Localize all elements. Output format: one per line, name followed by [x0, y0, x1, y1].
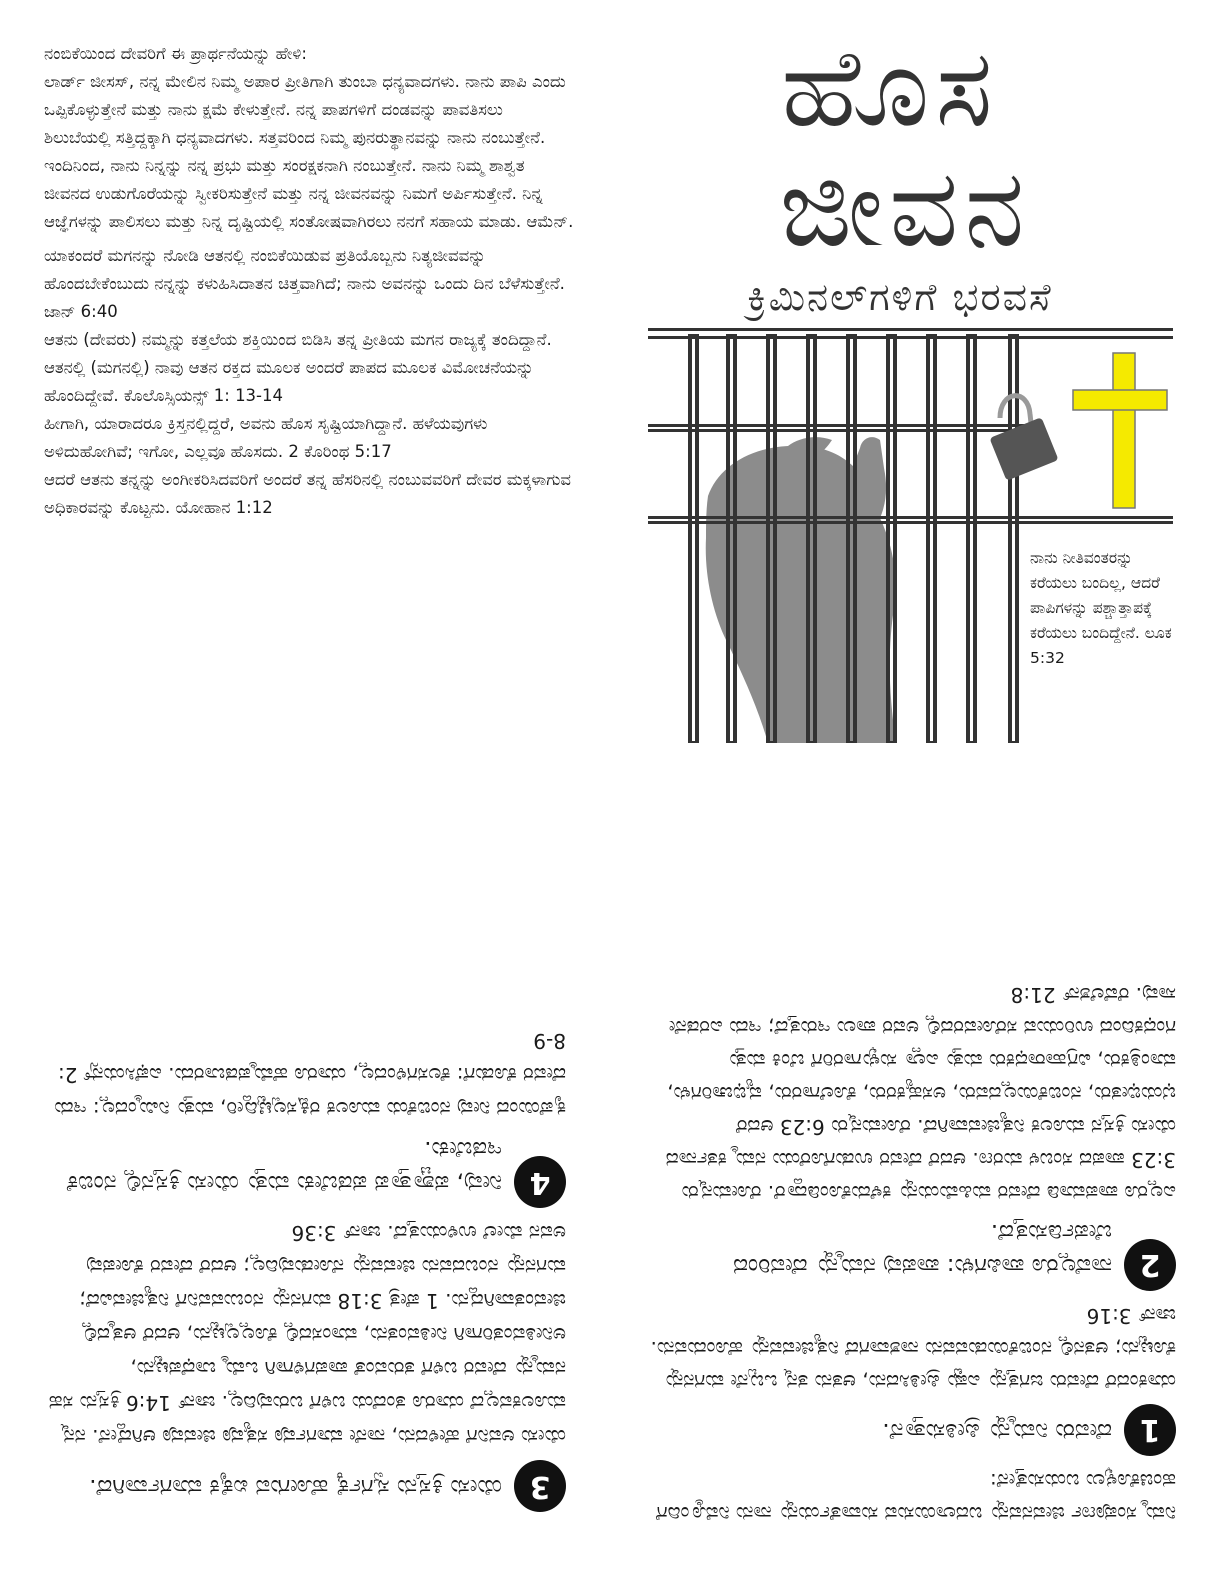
section-2 [646, 1215, 1176, 1291]
section-1 [646, 1404, 1176, 1456]
cover-title-line2: ಜೀವನ [779, 146, 1031, 271]
verse-john-1-12: ಆದರೆ ಆತನು ತನ್ನನ್ನು ಅಂಗೀಕರಿಸಿದವರಿಗೆ ಅಂದರೆ ತನ್ನ ಹೆಸರಿನಲ್ಲಿ ನಂಬುವವರಿಗೆ ದೇವರ ಮಕ್ಕಳಾಗುವ ಅಧಿಕಾರವನ್ನು ಕೊಟ್ಟನು. ಯೋಹಾನ 1:12 [44, 470, 572, 517]
section-4-heading: ನೀವು, ಪಶ್ಚಾತ್ತಾಪ ಪಡಬೇಕು ಮತ್ತು ಯೇಸು ಕ್ರಿಸ್ತನಲ್ಲಿ ನಂಬಿಕೆ ಇಡಬೇಕು. [66, 1136, 502, 1196]
prayer-text [44, 40, 574, 236]
cover-panel [640, 26, 1180, 750]
section-2-heading: ನಾವೆಲ್ಲರೂ ಪಾಪಿಗಳು: ಪಾಪವು ನಮ್ಮನ್ನು ದೇವರಿಂದ ಬೇರ್ಪಡಿಸುತ್ತದೆ. [733, 1219, 1112, 1279]
cross-icon [1073, 353, 1167, 508]
verse-john-6-40: ಯಾಕಂದರೆ ಮಗನನ್ನು ನೋಡಿ ಆತನಲ್ಲಿ ನಂಬಿಕೆಯಿಡುವ ಪ್ರತಿಯೊಬ್ಬನು ನಿತ್ಯಜೀವವನ್ನು ಹೊಂದಬೇಕೆಂಬುದು ನನ್ನನ್ನು ಕಳುಹಿಸಿದಾತನ ಚಿತ್ತವಾಗಿದೆ; ನಾನು ಅವನನ್ನು ಒಂದು ದಿನ ಬೆಳೆಸುತ್ತೇನೆ. ಜಾನ್ 6:40 [44, 246, 565, 321]
prayer-body: ಲಾರ್ಡ್ ಜೀಸಸ್, ನನ್ನ ಮೇಲಿನ ನಿಮ್ಮ ಅಪಾರ ಪ್ರೀತಿಗಾಗಿ ತುಂಬಾ ಧನ್ಯವಾದಗಳು. ನಾನು ಪಾಪಿ ಎಂದು ಒಪ್ಪಿಕೊಳ್ಳುತ್ತೇನೆ ಮತ್ತು ನಾನು ಕ್ಷಮೆ ಕೇಳುತ್ತೇನೆ. ನನ್ನ ಪಾಪಗಳಿಗೆ ದಂಡವನ್ನು ಪಾವತಿಸಲು ಶಿಲುಬೆಯಲ್ಲಿ ಸತ್ತಿದ್ದಕ್ಕಾಗಿ ಧನ್ಯವಾದಗಳು. ಸತ್ತವರಿಂದ ನಿಮ್ಮ ಪುನರುತ್ಥಾನವನ್ನು ನಾನು ನಂಬುತ್ತೇನೆ. ಇಂದಿನಿಂದ, ನಾನು ನಿನ್ನನ್ನು ನನ್ನ ಪ್ರಭು ಮತ್ತು ಸಂರಕ್ಷಕನಾಗಿ ನಂಬುತ್ತೇನೆ. ನಾನು ನಿಮ್ಮ ಶಾಶ್ವತ ಜೀವನದ ಉಡುಗೊರೆಯನ್ನು ಸ್ವೀಕರಿಸುತ್ತೇನೆ ಮತ್ತು ನನ್ನ ಜೀವನವನ್ನು ನಿಮಗೆ ಅರ್ಪಿಸುತ್ತೇನೆ. ನಿನ್ನ ಆಜ್ಞೆಗಳನ್ನು ಪಾಲಿಸಲು ಮತ್ತು ನಿನ್ನ ದೃಷ್ಟಿಯಲ್ಲಿ ಸಂತೋಷವಾಗಿರಲು ನನಗೆ ಸಹಾಯ ಮಾಡು. ಆಮೆನ್. [44, 72, 574, 231]
section-1-heading: ದೇವರು ನಿಮ್ಮನ್ನು ಪ್ರೀತಿಸುತ್ತಾನೆ. [882, 1418, 1112, 1444]
section-1-body: ಯಾಕಂದರೆ ದೇವರು ಜಗತ್ತನ್ನು ಎಷ್ಟು ಪ್ರೀತಿಸಿದನು, ಆತನು ತನ್ನ ಒಬ್ಬನೇ ಮಗನನ್ನು ಕೊಟ್ಟನು; ಆತನಲ್ಲಿ ನಂಬಿಕೆಯಿಡುವವನು ನಾಶವಾಗದೆ ನಿತ್ಯಜೀವವನ್ನು ಹೊಂದುವನು. ಜಾನ್ 3:16 [650, 1304, 1176, 1394]
inner-left-page [46, 830, 566, 1520]
cover-quote-luke-5-32: ನಾನು ನೀತಿವಂತರನ್ನು ಕರೆಯಲು ಬಂದಿಲ್ಲ, ಆದರೆ ಪಾಪಿಗಳನ್ನು ಪಶ್ಚಾತ್ತಾಪಕ್ಕೆ ಕರೆಯಲು ಬಂದಿದ್ದೇನೆ. ಲೂಕ 5:32 [1030, 546, 1180, 671]
jail-bar-6 [888, 336, 895, 743]
verse-2-corinthians-5-17: ಹೀಗಾಗಿ, ಯಾರಾದರೂ ಕ್ರಿಸ್ತನಲ್ಲಿದ್ದರೆ, ಅವನು ಹೊಸ ಸೃಷ್ಟಿಯಾಗಿದ್ದಾನೆ. ಹಳೆಯವುಗಳು ಅಳಿದುಹೋಗಿವೆ; ಇಗೋ, ಎಲ್ಲವೂ ಹೊಸದು. 2 ಕೊರಿಂಥ 5:17 [44, 414, 488, 461]
section-3-heading: ಯೇಸು ಕ್ರಿಸ್ತನು ಸ್ವರ್ಗಕ್ಕೆ ಹೋಗುವ ಏಕೈಕ ಮಾರ್ಗವಾಗಿದೆ. [89, 1474, 502, 1500]
jail-bar-7 [928, 336, 935, 743]
prayer-intro: ನಂಬಿಕೆಯಿಂದ ದೇವರಿಗೆ ಈ ಪ್ರಾರ್ಥನೆಯನ್ನು ಹೇಳಿ: [44, 44, 307, 63]
padlock-icon [989, 396, 1058, 481]
prayer-panel [44, 40, 574, 522]
section-4-number: 4 [514, 1156, 566, 1208]
intro-text: ನಿಮ್ಮ ಸಂಪೂರ್ಣ ಜೀವನವನ್ನು ಬದಲಾಯಿಸುವ ಸುವಾರ್ತೆಯನ್ನು ನಾನು ನಿಮ್ಮೊಂದಿಗೆ ಹಂಚಿಕೊಳ್ಳಲು ಬಯಸುತ್ತೇನೆ: [655, 1469, 1176, 1526]
jail-illustration [648, 328, 1173, 743]
section-4 [46, 1132, 566, 1208]
inner-right-page [646, 810, 1176, 1530]
section-3-number: 3 [514, 1460, 566, 1512]
jail-bar-8 [968, 336, 975, 743]
section-2-body: ಎಲ್ಲರೂ ಪಾಪಮಾಡಿ ದೇವರ ಮಹಿಮೆಯನ್ನು ಕಳೆದುಕೊಂಡಿದ್ದಾರೆ. ರೋಮನ್ನರು 3:23 ಪಾಪದ ಸಂಬಳ ಮರಣ. ಆದರೆ ದೇವರ ಉಡುಗೊರೆಯು ನಮ್ಮ ಕರ್ತನಾದ ಯೇಸು ಕ್ರಿಸ್ತನ ಮೂಲಕ ನಿತ್ಯಜೀವವಾಗಿದೆ. ರೋಮನ್ನರು 6:23 ಆದರೆ ಭಯಭೀತರು, ನಂಬಿಕೆಯಿಲ್ಲದವರು, ಅಸಹ್ಯಕರರು, ಕೊಲೆಗಾರರು, ವ್ಯಭಿಚಾರಿಗಳು, ಮಾಂತ್ರಿಕರು, ವಿಗ್ರಹಾರಾಧಕರು ಮತ್ತು ಎಲ್ಲಾ ಸುಳ್ಳುಗಾರರಿಗೆ ಬೆಂಕಿ ಮತ್ತು ಗಂಧಕದಿಂದ ಉರಿಯುವ ಸರೋವರದಲ್ಲಿ ಅವರ ಪಾಲು ಇರುತ್ತದೆ; ಇದು ಎರಡನೇ ಸಾವು. ರೆವೆಲೆಶನ್ 21:8 [665, 983, 1176, 1205]
jail-bar-1 [690, 336, 697, 743]
section-2-number: 2 [1124, 1239, 1176, 1291]
cover-title-line1: ಹೊಸ [781, 26, 999, 151]
section-4-body: ಕೃಪೆಯಿಂದ ನೀವು ನಂಬಿಕೆಯ ಮೂಲಕ ರಕ್ಷಿಸಲ್ಪಟ್ಟಿದ್ದೀರಿ, ಮತ್ತು ನಿಮ್ಮಿಂದಲ್ಲ: ಇದು ದೇವರ ಕೊಡುಗೆ: ಕೆಲಸಗಳಿಂದಲ್ಲ, ಯಾರೂ ಹೆಮ್ಮೆಪಡಬಾರದು. ಎಫೆಸಿಯನ್ಸ್ 2: 8-9 [54, 1029, 566, 1121]
cover-subtitle: ಕ್ರಿಮಿನಲ್‌ಗಳಿಗೆ ಭರವಸೆ [747, 275, 1053, 319]
section-3 [46, 1460, 566, 1512]
section-3-body: ಯೇಸು ಅವನಿಗೆ ಹೇಳಿದನು, ನಾನೇ ಮಾರ್ಗವೂ ಸತ್ಯವೂ ಜೀವವೂ ಆಗಿದ್ದೇನೆ. ನನ್ನ ಮೂಲಕವಲ್ಲದೆ ಯಾರೂ ತಂದೆಯ ಬಳಿಗೆ ಬರುವುದಿಲ್ಲ. ಜಾನ್ 14:6 ಕ್ರಿಸ್ತನು ಸಹ ನಮ್ಮನ್ನು ದೇವರ ಬಳಿಗೆ ತರುವಂತೆ ಪಾಪಗಳಿಗಾಗಿ ಒಮ್ಮೆ ಬಾಧೆಪಟ್ಟನು, ಅನೀತಿವಂತರಿಗಾಗಿ ನೀತಿವಂತನು, ಮಾಂಸದಲ್ಲಿ ಕೊಲ್ಲಲ್ಪಟ್ಟನು, ಆದರೆ ಆತ್ಮದಲ್ಲಿ ಜೀವಂತವಾಗಿದ್ದನು. 1 ಪೇತ್ರ 3:18 ಮಗನನ್ನು ನಂಬುವವನಿಗೆ ನಿತ್ಯಜೀವವಿದೆ; ಮಗನನ್ನು ನಂಬದವನು ಜೀವವನ್ನು ನೋಡುವುದಿಲ್ಲ; ಆದರೆ ದೇವರ ಕೋಪವು ಅವನ ಮೇಲೆ ಉಳಿಯುತ್ತದೆ. ಜಾನ್ 3:36 [48, 1221, 566, 1449]
section-1-number: 1 [1124, 1404, 1176, 1456]
verse-colossians-1-13: ಆತನು (ದೇವರು) ನಮ್ಮನ್ನು ಕತ್ತಲೆಯ ಶಕ್ತಿಯಿಂದ ಬಿಡಿಸಿ ತನ್ನ ಪ್ರೀತಿಯ ಮಗನ ರಾಜ್ಯಕ್ಕೆ ತಂದಿದ್ದಾನೆ. ಆತನಲ್ಲಿ (ಮಗನಲ್ಲಿ) ನಾವು ಆತನ ರಕ್ತದ ಮೂಲಕ ಅಂದರೆ ಪಾಪದ ಮೂಲಕ ವಿಮೋಚನೆಯನ್ನು ಹೊಂದಿದ್ದೇವೆ. ಕೊಲೊಸ್ಸಿಯನ್ಸ್ 1: 13-14 [44, 330, 552, 405]
